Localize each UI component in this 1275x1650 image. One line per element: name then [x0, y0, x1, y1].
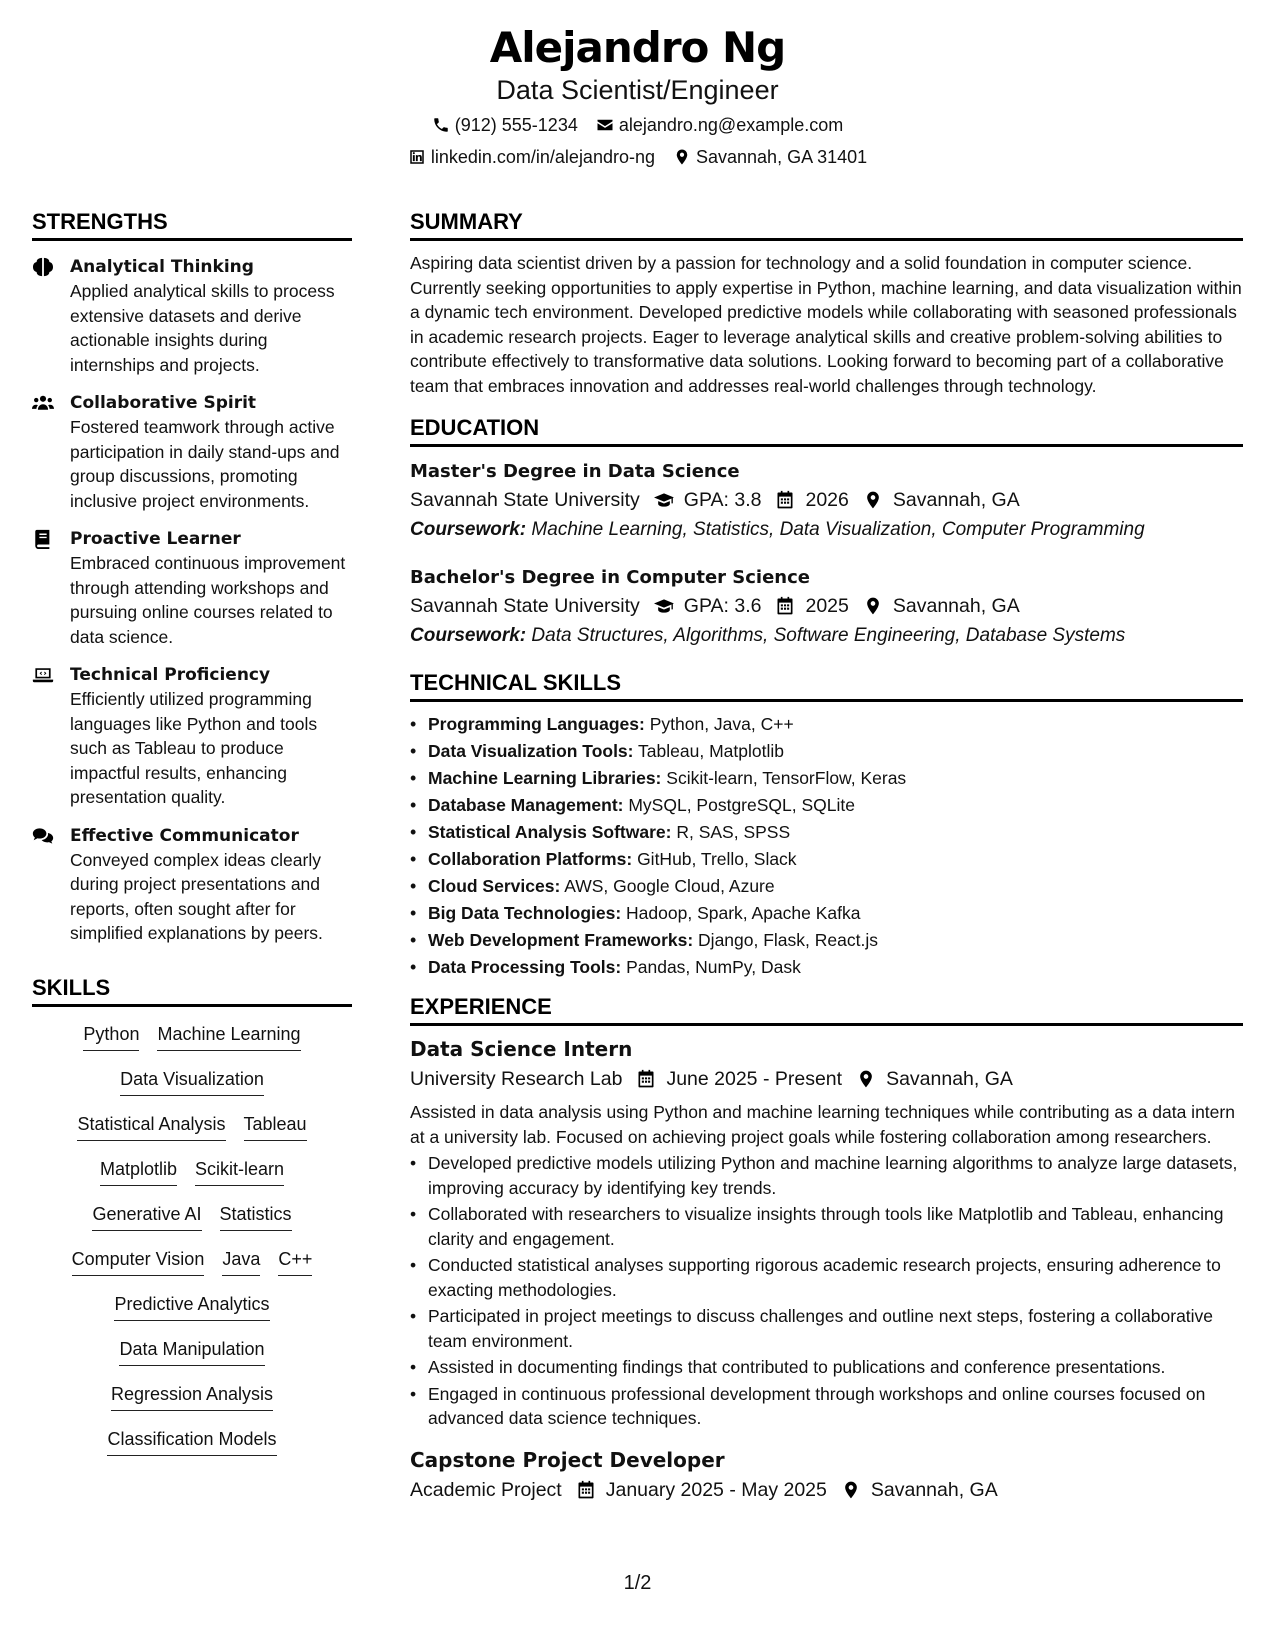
tech-skill-label: Database Management:: [428, 795, 624, 815]
contact-row-2: [0, 144, 1275, 170]
experience-entry: [410, 1034, 1243, 1431]
tech-skill-label: Statistical Analysis Software:: [428, 822, 672, 842]
job-bullets: [410, 1151, 1243, 1431]
calendar-icon: [576, 1480, 596, 1500]
coursework-line: [410, 515, 1243, 545]
coursework-label: Coursework:: [410, 625, 527, 646]
coursework-line: [410, 621, 1243, 651]
tech-skill-item: [410, 765, 1243, 792]
strength-desc: Conveyed complex ideas clearly during project presentations and reports, often sought after for simplified explanations by peers.: [70, 849, 323, 943]
skills-row: [32, 1156, 352, 1201]
skills-row: [32, 1201, 352, 1246]
technical-skills-heading: TECHNICAL SKILLS: [410, 669, 1243, 702]
degree-title: Master's Degree in Data Science: [410, 461, 740, 482]
tech-skill-value: Scikit-learn, TensorFlow, Keras: [666, 768, 907, 788]
job-bullet: • Engaged in continuous professional development through workshops and online courses focused on advanced data science techniques.: [410, 1382, 1243, 1431]
tech-skill-item: [410, 819, 1243, 846]
technical-skills-list: [410, 711, 1243, 981]
school-name: Savannah State University: [410, 595, 640, 617]
candidate-name: Alejandro Ng: [489, 23, 786, 72]
strength-item: [32, 824, 352, 946]
strength-title: Effective Communicator: [70, 825, 299, 846]
summary-text: Aspiring data scientist driven by a passion for technology and a solid foundation in computer science. Currently seeking opportunities to apply expertise in Python, machine learning, and data visualization within a dynamic tech environment. Developed predictive models while collaborating with seasoned professionals in academic research projects. Eager to leverage analytical skills and creative problem-solving abilities to contribute effectively to transformative data solutions. Looking forward to becoming part of a collaborative team that embraces innovation and addresses real-world challenges through technology.: [410, 253, 1242, 396]
resume-header: [0, 22, 1275, 170]
skills-row: [32, 1426, 352, 1471]
strength-item: [32, 391, 352, 513]
skill-tag: Data Manipulation: [119, 1336, 264, 1366]
skill-tag: Matplotlib: [100, 1156, 177, 1186]
phone-icon: [432, 116, 450, 134]
email-text[interactable]: alejandro.ng@example.com: [618, 115, 844, 135]
tech-skill-item: [410, 954, 1243, 981]
map-pin-icon: [863, 490, 883, 510]
job-bullet: • Collaborated with researchers to visualize insights through tools like Matplotlib and Tableau, enhancing clarity and engagement.: [410, 1202, 1243, 1251]
job-bullet: • Conducted statistical analyses supporting rigorous academic research projects, ensuring adherence to exacting methodologies.: [410, 1253, 1243, 1302]
skills-heading: SKILLS: [32, 974, 352, 1007]
skill-tag: Tableau: [244, 1111, 307, 1141]
tech-skill-value: MySQL, PostgreSQL, SQLite: [628, 795, 855, 815]
tech-skill-label: Machine Learning Libraries:: [428, 768, 662, 788]
skill-tag: Data Visualization: [120, 1066, 264, 1096]
edu-location: Savannah, GA: [892, 595, 1020, 617]
coursework-text: Data Structures, Algorithms, Software Engineering, Database Systems: [531, 625, 1126, 646]
gpa-text: GPA: 3.6: [683, 595, 762, 617]
strength-item: [32, 663, 352, 810]
job-bullet: • Assisted in documenting findings that contributed to publications and conference presentations.: [410, 1355, 1243, 1380]
skill-tag: Machine Learning: [157, 1021, 300, 1051]
email-contact[interactable]: [596, 112, 843, 138]
tech-skill-label: Web Development Frameworks:: [428, 930, 694, 950]
job-description: Assisted in data analysis using Python and machine learning techniques while contributing as a data intern at a university lab. Focused on achieving project goals while fostering collaboration among researchers.: [410, 1102, 1235, 1147]
map-pin-icon: [673, 148, 691, 166]
skills-row: [32, 1246, 352, 1291]
year-text: 2026: [805, 489, 849, 511]
tech-skill-value: Python, Java, C++: [649, 714, 794, 734]
tech-skill-value: AWS, Google Cloud, Azure: [564, 876, 775, 896]
strength-title: Technical Proficiency: [70, 665, 271, 685]
tech-skill-value: R, SAS, SPSS: [676, 822, 791, 842]
job-location: Savannah, GA: [886, 1068, 1013, 1090]
strength-item: [32, 527, 352, 649]
tech-skill-item: [410, 900, 1243, 927]
strength-title: Analytical Thinking: [70, 257, 254, 277]
year-text: 2025: [805, 595, 849, 617]
education-meta: [410, 591, 1243, 621]
job-meta: [410, 1064, 1243, 1094]
skills-row: [32, 1021, 352, 1066]
users-icon: [32, 393, 54, 413]
contact-row-1: [0, 112, 1275, 138]
skill-tag: Statistical Analysis: [77, 1111, 225, 1141]
job-bullet: • Participated in project meetings to discuss challenges and outline next steps, fostering a collaborative team environment.: [410, 1304, 1243, 1353]
job-org: University Research Lab: [410, 1068, 623, 1090]
tech-skill-value: Pandas, NumPy, Dask: [626, 957, 801, 977]
laptop-code-icon: [32, 665, 54, 685]
skill-tag: Statistics: [220, 1201, 292, 1231]
strength-desc: Applied analytical skills to process extensive datasets and derive actionable insights during internships and projects.: [70, 281, 335, 375]
tech-skill-label: Big Data Technologies:: [428, 903, 622, 923]
job-dates: June 2025 - Present: [666, 1068, 843, 1090]
tech-skill-item: [410, 873, 1243, 900]
graduation-cap-icon: [654, 490, 674, 510]
experience-entry: [410, 1445, 1243, 1505]
strength-desc: Fostered teamwork through active participation in daily stand-ups and group discussions, promoting inclusive project environments.: [70, 417, 340, 511]
tech-skill-label: Data Visualization Tools:: [428, 741, 634, 761]
skill-tag: Computer Vision: [72, 1246, 205, 1276]
education-meta: [410, 485, 1243, 515]
right-column: [410, 208, 1243, 1505]
phone-text: (912) 555-1234: [454, 115, 578, 135]
linkedin-icon: [408, 148, 426, 166]
skill-tag: C++: [278, 1246, 312, 1276]
phone-contact: [432, 112, 578, 138]
summary-heading: SUMMARY: [410, 208, 1243, 241]
map-pin-icon: [841, 1480, 861, 1500]
degree-title: Bachelor's Degree in Computer Science: [410, 567, 810, 588]
tech-skill-item: [410, 792, 1243, 819]
skill-tag: Java: [222, 1246, 260, 1276]
strength-item: [32, 255, 352, 377]
skill-tag: Scikit-learn: [195, 1156, 284, 1186]
job-title: Data Science Intern: [410, 1037, 633, 1061]
job-dates: January 2025 - May 2025: [605, 1478, 827, 1501]
book-icon: [32, 529, 54, 549]
job-org: Academic Project: [410, 1478, 562, 1501]
calendar-icon: [775, 490, 795, 510]
comments-icon: [32, 826, 54, 846]
strength-desc: Embraced continuous improvement through attending workshops and pursuing online courses related to data science.: [70, 553, 346, 647]
tech-skill-item: [410, 738, 1243, 765]
envelope-icon: [596, 116, 614, 134]
skills-row: [32, 1066, 352, 1111]
skill-tag: Regression Analysis: [111, 1381, 273, 1411]
coursework-text: Machine Learning, Statistics, Data Visualization, Computer Programming: [531, 519, 1145, 540]
skill-tag: Generative AI: [92, 1201, 201, 1231]
strength-title: Collaborative Spirit: [70, 393, 257, 413]
left-column: [32, 208, 352, 1471]
location-text: Savannah, GA 31401: [696, 147, 868, 167]
education-entry: [410, 459, 1243, 545]
school-name: Savannah State University: [410, 489, 640, 511]
tech-skill-item: [410, 846, 1243, 873]
linkedin-text[interactable]: linkedin.com/in/alejandro-ng: [430, 147, 655, 167]
candidate-title: Data Scientist/Engineer: [496, 75, 779, 105]
job-meta: [410, 1475, 1243, 1505]
skill-tag: Predictive Analytics: [114, 1291, 269, 1321]
skills-row: [32, 1381, 352, 1426]
job-bullet: • Developed predictive models utilizing Python and machine learning algorithms to analyze large datasets, improving accuracy by identifying key trends.: [410, 1151, 1243, 1200]
tech-skill-label: Programming Languages:: [428, 714, 645, 734]
tech-skill-item: [410, 711, 1243, 738]
strengths-heading: STRENGTHS: [32, 208, 352, 241]
education-heading: EDUCATION: [410, 414, 1243, 447]
map-pin-icon: [863, 596, 883, 616]
location-contact: [673, 144, 867, 170]
tech-skill-item: [410, 927, 1243, 954]
skills-row: [32, 1291, 352, 1336]
tech-skill-value: Hadoop, Spark, Apache Kafka: [626, 903, 861, 923]
tech-skill-value: GitHub, Trello, Slack: [637, 849, 797, 869]
experience-heading: EXPERIENCE: [410, 993, 1243, 1026]
page-indicator: 1/2: [623, 1572, 652, 1594]
skill-tag: Classification Models: [107, 1426, 276, 1456]
skills-row: [32, 1336, 352, 1381]
tech-skill-value: Tableau, Matplotlib: [638, 741, 784, 761]
linkedin-contact[interactable]: [408, 144, 655, 170]
strength-title: Proactive Learner: [70, 529, 241, 549]
tech-skill-label: Data Processing Tools:: [428, 957, 622, 977]
calendar-icon: [636, 1069, 656, 1089]
job-location: Savannah, GA: [870, 1478, 998, 1501]
skills-row: [32, 1111, 352, 1156]
tech-skill-label: Cloud Services:: [428, 876, 561, 896]
job-title: Capstone Project Developer: [410, 1447, 725, 1472]
map-pin-icon: [856, 1069, 876, 1089]
tech-skill-label: Collaboration Platforms:: [428, 849, 633, 869]
skills-list: [32, 1021, 352, 1471]
coursework-label: Coursework:: [410, 519, 527, 540]
calendar-icon: [775, 596, 795, 616]
skill-tag: Python: [83, 1021, 139, 1051]
gpa-text: GPA: 3.8: [683, 489, 762, 511]
edu-location: Savannah, GA: [892, 489, 1020, 511]
brain-icon: [32, 257, 54, 277]
tech-skill-value: Django, Flask, React.js: [698, 930, 878, 950]
strength-desc: Efficiently utilized programming languages like Python and tools such as Tableau to produce impactful results, enhancing presentation quality.: [70, 689, 318, 807]
graduation-cap-icon: [654, 596, 674, 616]
education-entry: [410, 565, 1243, 651]
